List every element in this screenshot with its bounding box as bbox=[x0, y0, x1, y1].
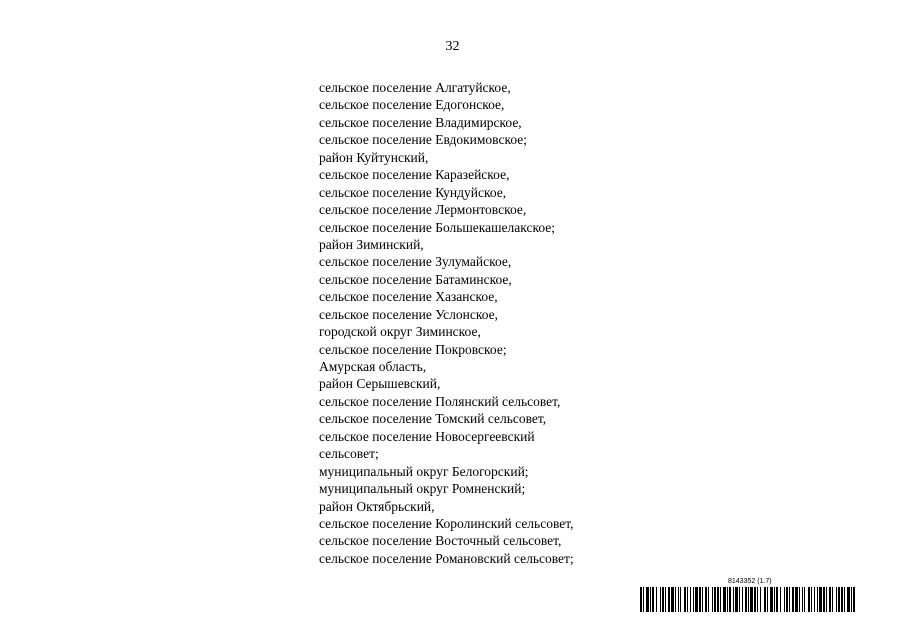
text-line: сельское поселение Батаминское, bbox=[319, 271, 512, 287]
barcode-bar bbox=[733, 587, 734, 612]
barcode-bar bbox=[662, 587, 664, 612]
barcode-bar bbox=[799, 587, 800, 612]
text-line: сельское поселение Алгатуйское, bbox=[319, 80, 511, 95]
barcode-bar bbox=[829, 587, 831, 612]
text-line: сельское поселение Владимирское, bbox=[319, 114, 522, 130]
barcode-bar bbox=[750, 587, 753, 612]
barcode-bar bbox=[695, 587, 698, 612]
barcode-bar bbox=[764, 587, 766, 612]
barcode-bar bbox=[767, 587, 768, 612]
barcode-bar bbox=[808, 587, 810, 612]
barcode-bar bbox=[851, 587, 852, 612]
barcode-bar bbox=[652, 587, 654, 612]
text-line: сельское поселение Едогонское, bbox=[319, 97, 505, 113]
barcode-bar bbox=[727, 587, 728, 612]
barcode-bar bbox=[705, 587, 707, 612]
barcode-bar bbox=[836, 587, 837, 612]
barcode-bar bbox=[684, 587, 686, 612]
text-line: городской округ Зиминское, bbox=[319, 324, 481, 340]
barcode-bar bbox=[665, 587, 666, 612]
text-line: сельское поселение Покровское; bbox=[319, 341, 507, 357]
barcode-bar bbox=[817, 587, 818, 612]
barcode-bar bbox=[680, 587, 681, 612]
text-line: сельское поселение Зулумайское, bbox=[319, 254, 512, 270]
document-text bbox=[319, 79, 574, 567]
barcode-bar bbox=[780, 587, 781, 612]
text-line: сельское поселение Романовский сельсовет; bbox=[319, 550, 574, 566]
barcode-bar bbox=[795, 587, 798, 612]
barcode-bar bbox=[671, 587, 674, 612]
text-line: сельское поселение Евдокимовское; bbox=[319, 132, 527, 148]
barcode-bar bbox=[668, 587, 670, 612]
barcode-bar bbox=[699, 587, 701, 612]
text-line: Амурская область, bbox=[319, 359, 427, 374]
barcode-bar bbox=[748, 587, 749, 612]
barcode-bar bbox=[717, 587, 719, 612]
text-line: район Октябрьский, bbox=[319, 498, 435, 514]
barcode-bar bbox=[678, 587, 679, 612]
barcode-bar bbox=[745, 587, 747, 612]
barcode-caption: 8143352 (1.7) bbox=[728, 578, 772, 585]
barcode-bar bbox=[739, 587, 740, 612]
barcode-bar bbox=[712, 587, 713, 612]
barcode-bar bbox=[650, 587, 651, 612]
barcode-bar bbox=[826, 587, 827, 612]
text-line: сельсовет; bbox=[319, 446, 379, 462]
barcode-bar bbox=[643, 587, 644, 612]
barcode-bar bbox=[784, 587, 785, 612]
barcode-bar bbox=[792, 587, 794, 612]
barcode-bar bbox=[708, 587, 709, 612]
text-line: сельское поселение Хазанское, bbox=[319, 289, 498, 305]
barcode-bar bbox=[757, 587, 758, 612]
barcode-bar bbox=[640, 587, 642, 612]
barcode-bar bbox=[841, 587, 843, 612]
barcode-bar bbox=[702, 587, 703, 612]
barcode-bar bbox=[693, 587, 694, 612]
text-line: сельское поселение Восточный сельсовет, bbox=[319, 533, 562, 549]
page-number: 32 bbox=[445, 39, 460, 54]
barcode-bar bbox=[729, 587, 731, 612]
barcode-bar bbox=[742, 587, 743, 612]
barcode-bar bbox=[774, 587, 775, 612]
barcode-bar bbox=[660, 587, 661, 612]
text-line: сельское поселение Полянский сельсовет, bbox=[319, 393, 561, 409]
barcode-bar bbox=[720, 587, 721, 612]
barcode-bar bbox=[832, 587, 833, 612]
text-line: сельское поселение Томский сельсовет, bbox=[319, 411, 547, 427]
barcode-bar bbox=[789, 587, 790, 612]
barcode-bar bbox=[646, 587, 649, 612]
barcode-bar bbox=[760, 587, 761, 612]
text-line: сельское поселение Королинский сельсовет, bbox=[319, 515, 574, 531]
barcode-bar bbox=[786, 587, 788, 612]
text-line: район Серышевский, bbox=[319, 376, 441, 392]
barcode-bar bbox=[823, 587, 825, 612]
barcode bbox=[640, 578, 857, 612]
text-line: район Зиминский, bbox=[319, 236, 424, 252]
barcode-bar bbox=[776, 587, 778, 612]
barcode-bar bbox=[723, 587, 726, 612]
barcode-bar bbox=[802, 587, 803, 612]
text-line: сельское поселение Большекашелакское; bbox=[319, 219, 556, 235]
barcode-bar bbox=[804, 587, 805, 612]
barcode-bar bbox=[687, 587, 688, 612]
text-line: сельское поселение Новосергеевский bbox=[319, 428, 535, 444]
barcode-bars bbox=[640, 587, 857, 612]
text-line: район Куйтунский, bbox=[319, 149, 429, 165]
barcode-bar bbox=[714, 587, 716, 612]
text-line: сельское поселение Услонское, bbox=[319, 306, 498, 322]
barcode-bar bbox=[675, 587, 676, 612]
text-line: сельское поселение Лермонтовское, bbox=[319, 202, 527, 218]
barcode-bar bbox=[811, 587, 812, 612]
barcode-bar bbox=[844, 587, 845, 612]
text-line: муниципальный округ Белогорский; bbox=[319, 463, 529, 479]
barcode-bar bbox=[853, 587, 855, 612]
text-line: сельское поселение Кундуйское, bbox=[319, 184, 507, 200]
barcode-bar bbox=[754, 587, 756, 612]
barcode-bar bbox=[814, 587, 815, 612]
barcode-bar bbox=[770, 587, 773, 612]
barcode-bar bbox=[819, 587, 822, 612]
barcode-bar bbox=[690, 587, 691, 612]
barcode-bar bbox=[847, 587, 850, 612]
text-line: муниципальный округ Ромненский; bbox=[319, 481, 526, 497]
barcode-bar bbox=[656, 587, 657, 612]
text-line: сельское поселение Каразейское, bbox=[319, 167, 510, 183]
barcode-bar bbox=[735, 587, 738, 612]
barcode-bar bbox=[838, 587, 840, 612]
